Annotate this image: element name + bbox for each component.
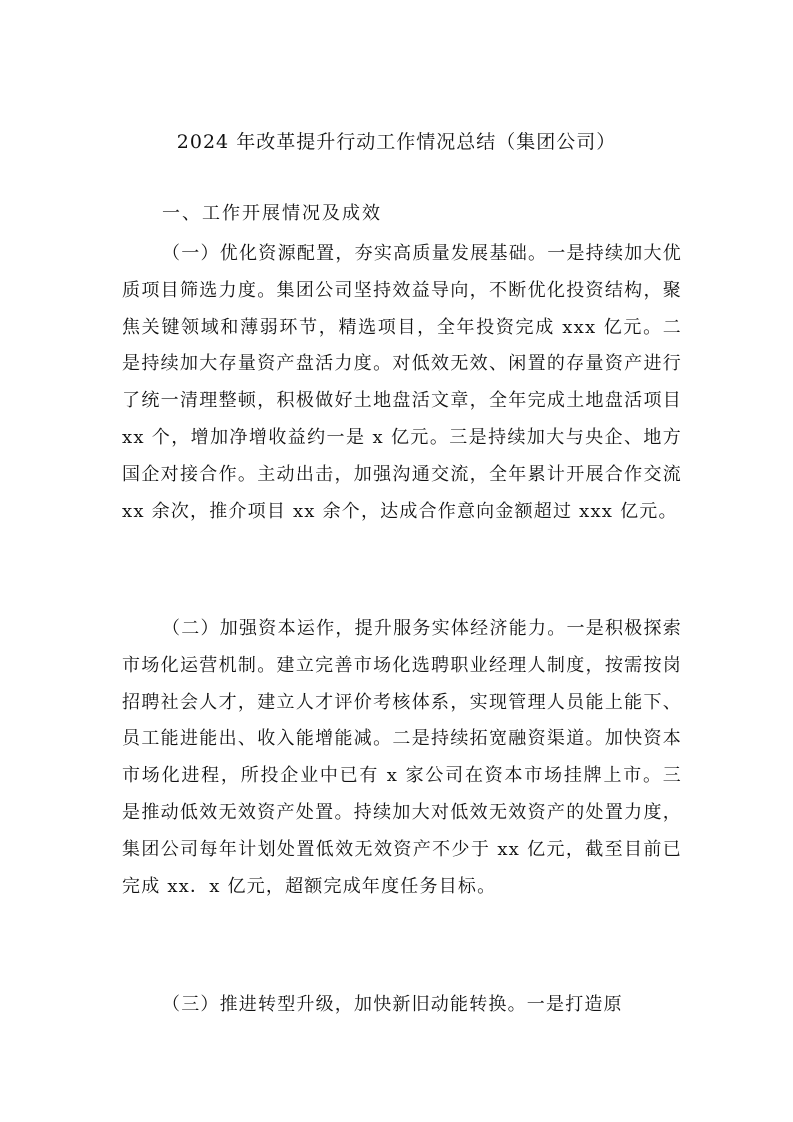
section-heading: 一、工作开展情况及成效 xyxy=(162,203,382,224)
paragraph-3: （三）推进转型升级，加快新旧动能转换。一是打造原 xyxy=(162,994,623,1015)
paragraph-1: （一）优化资源配置，夯实高质量发展基础。一是持续加大优质项目筛选力度。集团公司坚持效益导向，不断优化投资结构，聚焦关键领域和薄弱环节，精选项目，全年投资完成 xxx 亿元。二是持续加大存量资产盘活力度。对低效无效、闲置的存量资产进行了统一清理整顿，积极做好土地盘活文章，全年完成土地盘活项目 xx 个，增加净增收益约一是 x 亿元。三是持续加大与央企、地方国企对接合作。主动出击，加强沟通交流，全年累计开展合作交流 xx 余次，推介项目 xx 余个，达成合作意向金额超过 xxx 亿元。 xyxy=(122,243,682,522)
document-title: 2024 年改革提升行动工作情况总结（集团公司） xyxy=(176,131,617,153)
paragraph-2: （二）加强资本运作，提升服务实体经济能力。一是积极探索市场化运营机制。建立完善市场化选聘职业经理人制度，按需按岗招聘社会人才，建立人才评价考核体系，实现管理人员能上能下、员工能进能出、收入能增能减。二是持续拓宽融资渠道。加快资本市场化进程，所投企业中已有 x 家公司在资本市场挂牌上市。三是推动低效无效资产处置。持续加大对低效无效资产的处置力度，集团公司每年计划处置低效无效资产不少于 xx 亿元，截至目前已完成 xx．x 亿元，超额完成年度任务目标。 xyxy=(122,618,682,897)
